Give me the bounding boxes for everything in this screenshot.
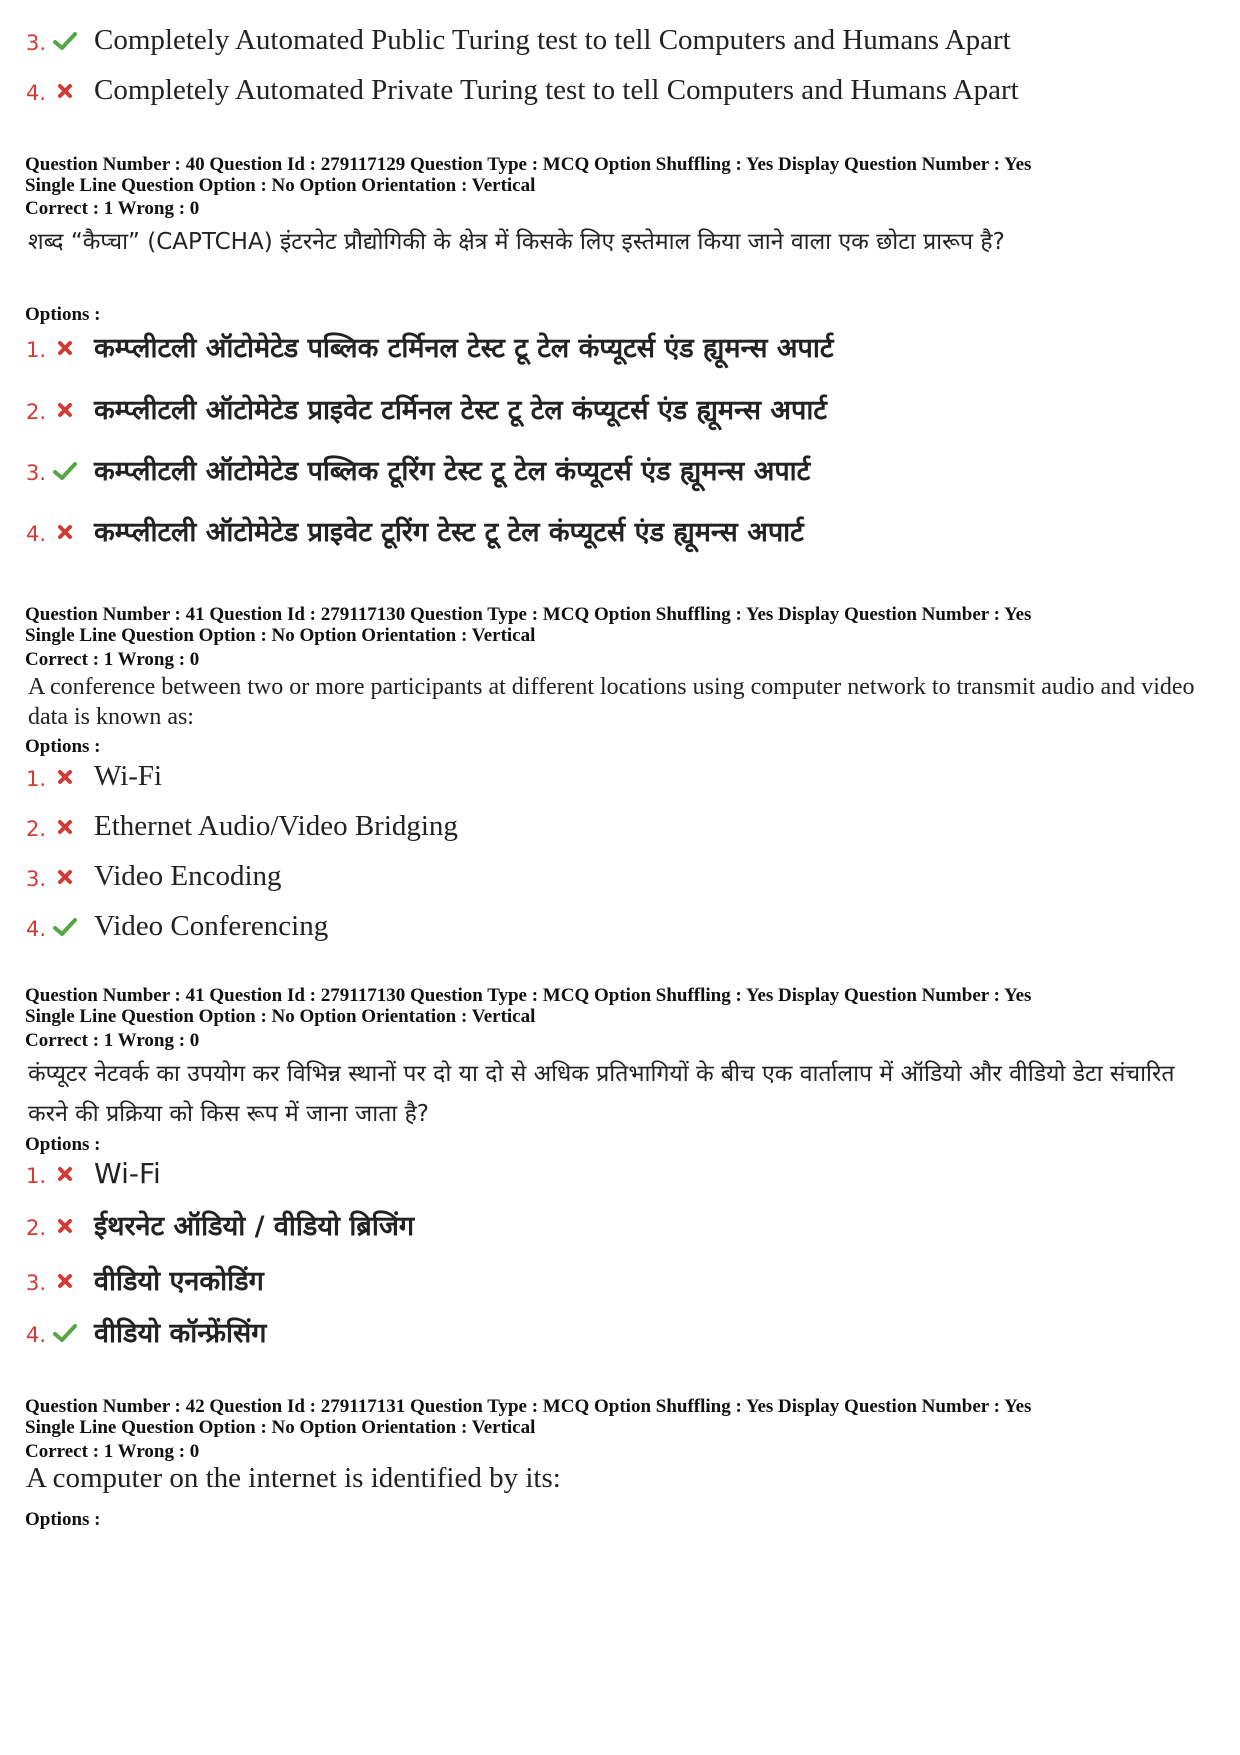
q42-options-label: Options : (25, 1509, 101, 1530)
option-number: 1. (25, 338, 46, 362)
option-text: Wi-Fi (94, 1157, 161, 1190)
check-icon (50, 29, 80, 53)
option-text: Completely Automated Public Turing test to tell Computers and Humans Apart (94, 24, 1011, 56)
q41-en-option-1 (22, 762, 162, 791)
cross-icon (50, 815, 80, 839)
option-number: 2. (25, 1216, 46, 1240)
meta-line-2: Single Line Question Option : No Option Orientation : Vertical (25, 1006, 536, 1027)
option-number: 4. (25, 1323, 46, 1347)
option-number: 4. (25, 81, 46, 105)
q42-meta (25, 1396, 1031, 1438)
option-text: Wi-Fi (94, 760, 163, 792)
option-number: 1. (25, 1164, 46, 1188)
option-text: वीडियो कॉन्फ्रेंसिंग (94, 1318, 267, 1349)
option-number: 3. (25, 1271, 46, 1295)
q41-en-options-label: Options : (25, 736, 101, 757)
q41-en-meta (25, 604, 1031, 646)
meta-line-1: Question Number : 41 Question Id : 279117130 Question Type : MCQ Option Shuffling : Yes Display Question Number : Yes (25, 985, 1032, 1006)
q41-hi-options-label: Options : (25, 1134, 101, 1155)
q39-option-4 (22, 76, 1019, 105)
q41-hi-question: कंप्यूटर नेटवर्क का उपयोग कर विभिन्न स्थानों पर दो या दो से अधिक प्रतिभागियों के बीच एक वार्तालाप में ऑडियो और वीडियो डेटा संचारित करने की प्रक्रिया को किस रूप में जाना जाता है? (28, 1061, 1175, 1127)
q40-option-2 (22, 397, 827, 424)
cross-icon (50, 765, 80, 789)
cross-icon (50, 1214, 80, 1238)
q41-hi-option-4 (22, 1320, 266, 1347)
q40-option-4 (22, 519, 804, 546)
q40-meta (25, 154, 1031, 196)
option-text: Completely Automated Private Turing test to tell Computers and Humans Apart (94, 74, 1019, 106)
option-text: Video Conferencing (94, 910, 329, 942)
option-number: 3. (25, 31, 46, 55)
q41-en-option-4 (22, 912, 328, 941)
q41-hi-option-3 (22, 1268, 264, 1295)
option-number: 1. (25, 767, 46, 791)
option-number: 3. (25, 461, 46, 485)
q40-option-1 (22, 335, 833, 362)
q41-en-score: Correct : 1 Wrong : 0 (25, 649, 200, 670)
q40-score: Correct : 1 Wrong : 0 (25, 198, 200, 219)
option-number: 3. (25, 867, 46, 891)
option-text: कम्प्लीटली ऑटोमेटेड पब्लिक टर्मिनल टेस्ट टू टेल कंप्यूटर्स एंड ह्यूमन्स अपार्ट (94, 333, 834, 364)
q41-en-option-2 (22, 812, 458, 841)
q40-option-3 (22, 458, 810, 485)
cross-icon (50, 1269, 80, 1293)
option-text: कम्प्लीटली ऑटोमेटेड प्राइवेट टूरिंग टेस्ट टू टेल कंप्यूटर्स एंड ह्यूमन्स अपार्ट (94, 517, 804, 548)
option-number: 4. (25, 917, 46, 941)
cross-icon (50, 865, 80, 889)
option-text: Ethernet Audio/Video Bridging (94, 810, 458, 842)
option-text: Video Encoding (94, 860, 282, 892)
q42-question: A computer on the internet is identified by its: (26, 1462, 561, 1494)
cross-icon (50, 1162, 80, 1186)
meta-line-2: Single Line Question Option : No Option Orientation : Vertical (25, 175, 536, 196)
meta-line-1: Question Number : 42 Question Id : 279117131 Question Type : MCQ Option Shuffling : Yes Display Question Number : Yes (25, 1396, 1032, 1417)
check-icon (50, 1321, 80, 1345)
check-icon (50, 915, 80, 939)
option-text: वीडियो एनकोडिंग (94, 1266, 264, 1297)
q41-en-question: A conference between two or more participants at different locations using computer network to transmit audio and video data is known as: (28, 674, 1195, 730)
q40-options-label: Options : (25, 304, 101, 325)
option-text: ईथरनेट ऑडियो / वीडियो ब्रिजिंग (94, 1211, 415, 1242)
check-icon (50, 459, 80, 483)
cross-icon (50, 79, 80, 103)
q41-en-option-3 (22, 862, 282, 891)
meta-line-1: Question Number : 40 Question Id : 279117129 Question Type : MCQ Option Shuffling : Yes Display Question Number : Yes (25, 154, 1032, 175)
cross-icon (50, 398, 80, 422)
q40-question: शब्द “कैप्चा” (CAPTCHA) इंटरनेट प्रौद्योगिकी के क्षेत्र में किसके लिए इस्तेमाल किया जाने वाला एक छोटा प्रारूप है? (28, 229, 1005, 255)
q41-hi-option-2 (22, 1213, 414, 1240)
q41-hi-score: Correct : 1 Wrong : 0 (25, 1030, 200, 1051)
option-text: कम्प्लीटली ऑटोमेटेड पब्लिक टूरिंग टेस्ट टू टेल कंप्यूटर्स एंड ह्यूमन्स अपार्ट (94, 456, 811, 487)
option-text: कम्प्लीटली ऑटोमेटेड प्राइवेट टर्मिनल टेस्ट टू टेल कंप्यूटर्स एंड ह्यूमन्स अपार्ट (94, 395, 827, 426)
meta-line-2: Single Line Question Option : No Option Orientation : Vertical (25, 1417, 536, 1438)
q39-option-3 (22, 26, 1011, 55)
q41-hi-meta (25, 985, 1031, 1027)
meta-line-2: Single Line Question Option : No Option Orientation : Vertical (25, 625, 536, 646)
cross-icon (50, 336, 80, 360)
q42-score: Correct : 1 Wrong : 0 (25, 1441, 200, 1462)
cross-icon (50, 520, 80, 544)
meta-line-1: Question Number : 41 Question Id : 279117130 Question Type : MCQ Option Shuffling : Yes Display Question Number : Yes (25, 604, 1032, 625)
option-number: 4. (25, 522, 46, 546)
option-number: 2. (25, 817, 46, 841)
q41-hi-option-1 (22, 1157, 161, 1190)
option-number: 2. (25, 400, 46, 424)
